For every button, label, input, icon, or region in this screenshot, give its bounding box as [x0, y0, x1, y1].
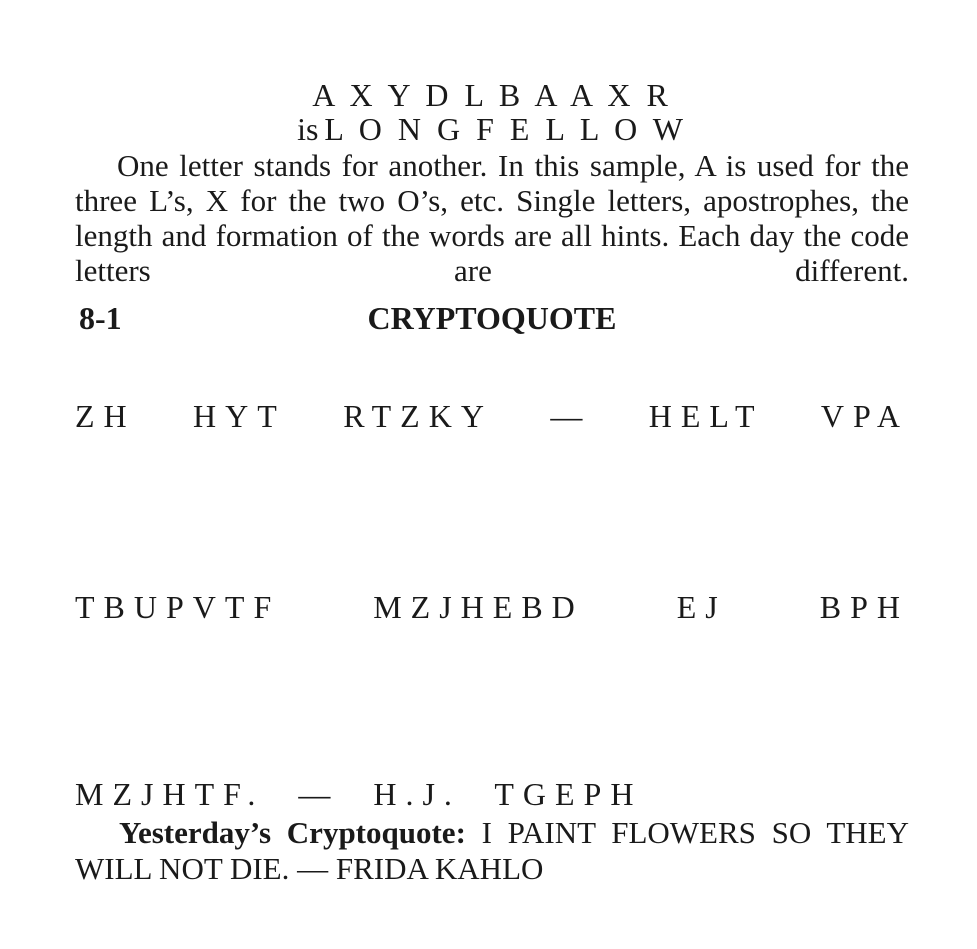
- example-code: A X Y D L B A A X R: [312, 77, 672, 113]
- instructions-paragraph: One letter stands for another. In this sample, A is used for the three L’s, X for the two O’s, etc. Single letters, apostrophes, the length and formation of the words are all hints. Each day the code letters are different.: [75, 148, 909, 288]
- code-word: HELT: [648, 398, 764, 434]
- example-block: [75, 78, 909, 146]
- yesterday-text: I PAINT FLOWERS SO THEY WILL NOT DIE. — FRIDA KAHLO: [75, 815, 909, 886]
- code-word: MZJHEBD: [373, 589, 584, 625]
- puzzle-number: 8-1: [79, 300, 122, 336]
- cryptogram-line-1: [75, 398, 909, 435]
- cryptoquote-panel: [75, 78, 909, 346]
- code-word: RTZKY: [343, 398, 493, 434]
- puzzle-title: CRYPTOQUOTE: [367, 300, 617, 336]
- code-word: HYT: [193, 398, 286, 434]
- example-answer-line: [75, 112, 909, 146]
- cryptogram-line-2: [75, 589, 909, 626]
- code-word: EJ: [676, 589, 727, 625]
- cryptogram-line-3: MZJHTF. — H.J. TGEPH: [75, 776, 643, 812]
- yesterday-label: Yesterday’s Cryptoquote:: [119, 815, 466, 850]
- example-answer: L O N G F E L L O W: [324, 111, 687, 147]
- code-word: ZH: [75, 398, 136, 434]
- puzzle-header: [75, 300, 909, 346]
- code-word: VPA: [820, 398, 909, 434]
- yesterday-answer: [75, 815, 909, 887]
- code-word: TBUPVTF: [75, 589, 281, 625]
- example-is-word: is: [297, 111, 319, 147]
- code-word: BPH: [819, 589, 909, 625]
- code-dash: —: [550, 398, 592, 434]
